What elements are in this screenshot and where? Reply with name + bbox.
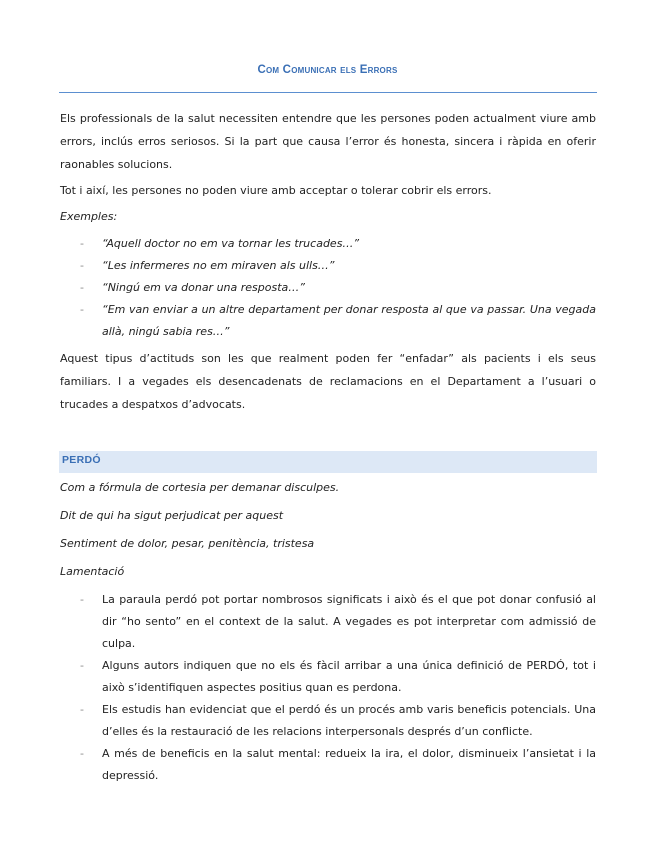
bullet-dash: -: [80, 703, 84, 716]
list-item: [80, 299, 596, 343]
intro-paragraph-1: Els professionals de la salut necessiten entendre que les persones poden actualment viure amb errors, inclús erros seriosos. Si la part que causa l’error és honesta, sincera i ràpida en oferir raonables solucions.: [60, 112, 596, 171]
page-title: Com Comunicar els Errors: [257, 64, 398, 76]
definition-line: Sentiment de dolor, pesar, penitència, tristesa: [60, 537, 315, 550]
list-item: [80, 699, 596, 743]
list-item: [80, 589, 596, 655]
point-text: Alguns autors indiquen que no els és fàcil arribar a una única definició de PERDÓ, tot i això s’identifiquen aspectes positius quan es perdona.: [102, 659, 596, 694]
bullet-dash: -: [80, 259, 84, 272]
list-item: [80, 277, 596, 299]
list-item: [80, 655, 596, 699]
bullet-dash: -: [80, 593, 84, 606]
examples-list: [80, 233, 596, 343]
list-item: [80, 233, 596, 255]
definition-line: Com a fórmula de cortesia per demanar disculpes.: [60, 481, 340, 494]
list-item: [80, 743, 596, 787]
point-text: Els estudis han evidenciat que el perdó és un procés amb varis beneficis potencials. Una d’elles és la restauració de les relacions interpersonals després d’un conflicte.: [102, 703, 596, 738]
point-text: A més de beneficis en la salut mental: redueix la ira, el dolor, disminueix l’ansietat i la depressió.: [102, 747, 596, 782]
intro-paragraph-2: Tot i així, les persones no poden viure amb acceptar o tolerar cobrir els errors.: [60, 184, 492, 197]
point-text: La paraula perdó pot portar nombrosos significats i això és el que pot donar confusió al dir “ho sento” en el context de la salut. A vegades es pot interpretar com admissió de culpa.: [102, 593, 596, 650]
bullet-dash: -: [80, 747, 84, 760]
bullet-dash: -: [80, 659, 84, 672]
intro-paragraph-3: Aquest tipus d’actituds son les que realment poden fer “enfadar” als pacients i els seus familiars. I a vegades els desencadenats de reclamacions en el Departament a l’usuari o trucades a despatxos d’advocats.: [60, 352, 596, 411]
section-heading-bar: [59, 451, 597, 473]
example-text: “Aquell doctor no em va tornar les trucades…”: [102, 237, 360, 250]
list-item: [80, 255, 596, 277]
definition-line: Dit de qui ha sigut perjudicat per aquest: [60, 509, 284, 522]
title-divider: [59, 92, 597, 93]
bullet-dash: -: [80, 281, 84, 294]
example-text: “Em van enviar a un altre departament per donar resposta al que va passar. Una vegada allà, ningú sabia res…”: [102, 303, 596, 338]
section-heading: PERDÓ: [62, 454, 101, 466]
forgiveness-points-list: [80, 589, 596, 787]
bullet-dash: -: [80, 237, 84, 250]
example-text: “Ningú em va donar una resposta…”: [102, 281, 305, 294]
examples-label: Exemples:: [60, 210, 118, 223]
example-text: “Les infermeres no em miraven als ulls…”: [102, 259, 335, 272]
definition-line: Lamentació: [60, 565, 125, 578]
bullet-dash: -: [80, 303, 84, 316]
